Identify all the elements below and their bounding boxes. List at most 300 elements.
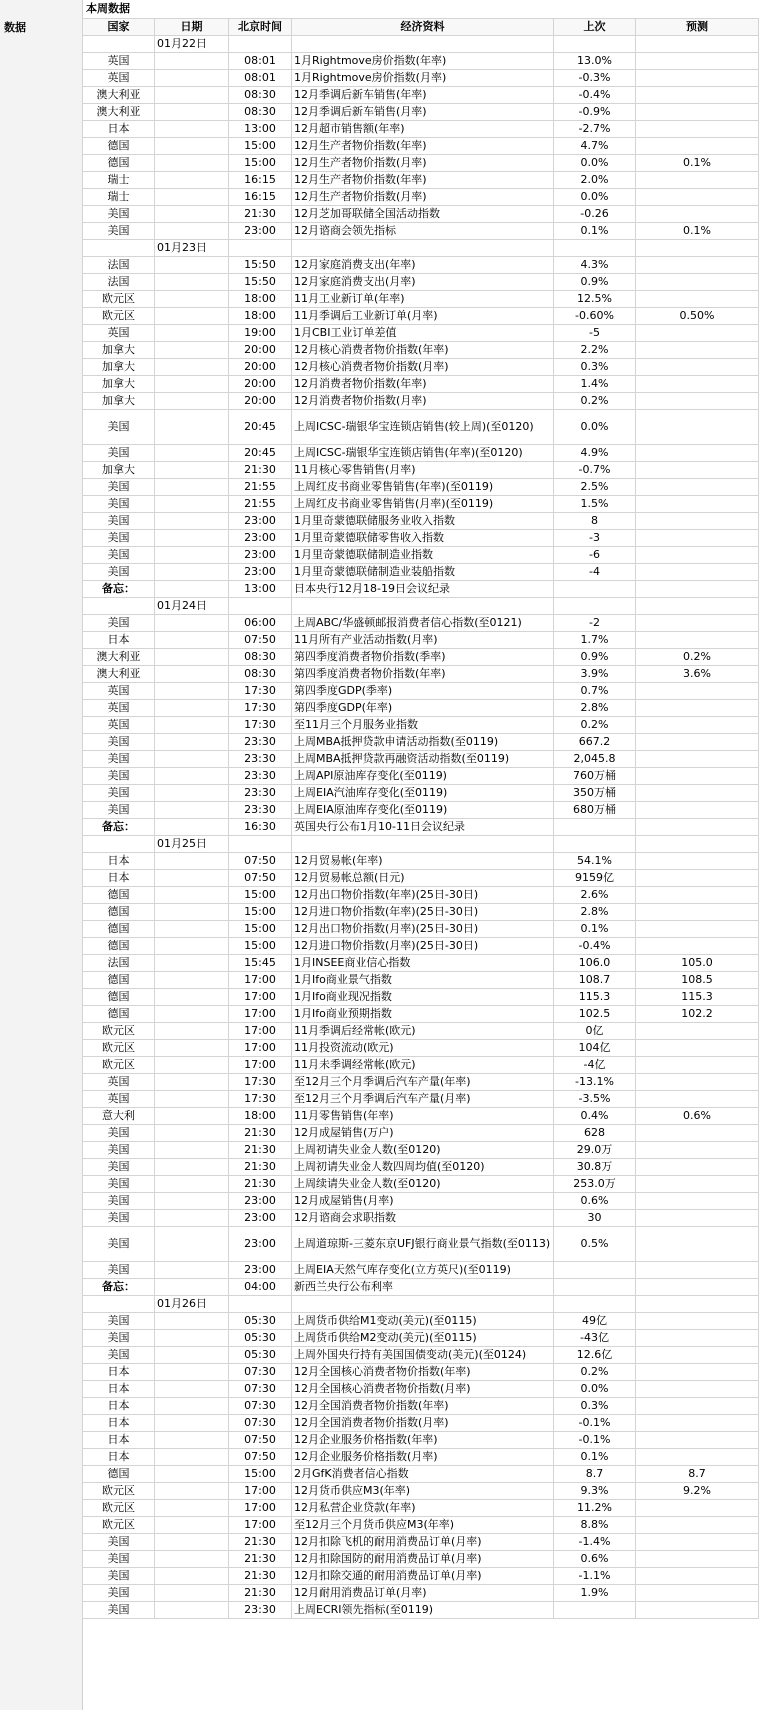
header-previous: 上次 xyxy=(554,19,636,36)
previous-cell: 9159亿 xyxy=(554,870,636,887)
memo-row xyxy=(83,1279,759,1296)
previous-cell: 0.7% xyxy=(554,683,636,700)
previous-cell: 8 xyxy=(554,513,636,530)
time-cell: 17:00 xyxy=(229,1006,292,1023)
date-cell xyxy=(155,206,229,223)
forecast-cell xyxy=(636,547,759,564)
forecast-cell xyxy=(636,1432,759,1449)
country-cell: 日本 xyxy=(83,1415,155,1432)
time-cell: 04:00 xyxy=(229,1279,292,1296)
forecast-cell xyxy=(636,1057,759,1074)
indicator-cell: 12月扣除飞机的耐用消费品订单(月率) xyxy=(292,1534,554,1551)
country-cell: 加拿大 xyxy=(83,342,155,359)
indicator-cell: 11月季调后经常帐(欧元) xyxy=(292,1023,554,1040)
country-cell: 美国 xyxy=(83,1347,155,1364)
previous-cell: 2.5% xyxy=(554,479,636,496)
table-row xyxy=(83,1074,759,1091)
date-cell xyxy=(155,530,229,547)
country-cell: 法国 xyxy=(83,257,155,274)
previous-cell: 350万桶 xyxy=(554,785,636,802)
date-cell xyxy=(155,683,229,700)
time-cell: 13:00 xyxy=(229,121,292,138)
forecast-cell xyxy=(636,1023,759,1040)
date-cell xyxy=(155,1483,229,1500)
indicator-cell: 上周道琼斯-三菱东京UFJ银行商业景气指数(至0113) xyxy=(292,1227,554,1262)
previous-cell: 12.5% xyxy=(554,291,636,308)
time-cell: 17:00 xyxy=(229,1040,292,1057)
date-cell xyxy=(155,393,229,410)
country-cell: 澳大利亚 xyxy=(83,87,155,104)
table-row xyxy=(83,1040,759,1057)
table-row xyxy=(83,1534,759,1551)
forecast-cell xyxy=(636,257,759,274)
date-cell xyxy=(155,138,229,155)
table-row xyxy=(83,291,759,308)
table-row xyxy=(83,904,759,921)
previous-cell: 30 xyxy=(554,1210,636,1227)
country-cell: 德国 xyxy=(83,155,155,172)
country-cell: 英国 xyxy=(83,700,155,717)
time-cell: 17:00 xyxy=(229,1517,292,1534)
previous-cell: 11.2% xyxy=(554,1500,636,1517)
forecast-cell xyxy=(636,802,759,819)
previous-cell: 628 xyxy=(554,1125,636,1142)
date-cell xyxy=(155,1313,229,1330)
country-cell: 英国 xyxy=(83,70,155,87)
country-cell: 美国 xyxy=(83,1534,155,1551)
time-cell: 05:30 xyxy=(229,1330,292,1347)
previous-cell: 8.7 xyxy=(554,1466,636,1483)
indicator-cell xyxy=(292,1296,554,1313)
table-row xyxy=(83,989,759,1006)
date-cell xyxy=(155,172,229,189)
previous-cell: 0.1% xyxy=(554,1449,636,1466)
forecast-cell xyxy=(636,1279,759,1296)
date-cell xyxy=(155,87,229,104)
previous-cell: -0.9% xyxy=(554,104,636,121)
country-cell: 欧元区 xyxy=(83,1023,155,1040)
date-cell xyxy=(155,564,229,581)
time-cell: 21:55 xyxy=(229,496,292,513)
time-cell: 23:00 xyxy=(229,513,292,530)
table-row xyxy=(83,1585,759,1602)
previous-cell: -1.1% xyxy=(554,1568,636,1585)
date-cell xyxy=(155,547,229,564)
indicator-cell: 上周货币供给M1变动(美元)(至0115) xyxy=(292,1313,554,1330)
table-row xyxy=(83,445,759,462)
indicator-cell: 上周初请失业金人数(至0120) xyxy=(292,1142,554,1159)
indicator-cell xyxy=(292,240,554,257)
previous-cell: 4.7% xyxy=(554,138,636,155)
country-cell: 日本 xyxy=(83,870,155,887)
time-cell: 07:30 xyxy=(229,1398,292,1415)
previous-cell xyxy=(554,1602,636,1619)
indicator-cell: 1月CBI工业订单差值 xyxy=(292,325,554,342)
forecast-cell xyxy=(636,1296,759,1313)
previous-cell: 2.6% xyxy=(554,887,636,904)
previous-cell: 30.8万 xyxy=(554,1159,636,1176)
country-cell xyxy=(83,836,155,853)
table-row xyxy=(83,683,759,700)
forecast-cell xyxy=(636,632,759,649)
date-cell xyxy=(155,904,229,921)
forecast-cell xyxy=(636,530,759,547)
date-cell xyxy=(155,1602,229,1619)
indicator-cell xyxy=(292,836,554,853)
country-cell: 美国 xyxy=(83,564,155,581)
table-row xyxy=(83,1313,759,1330)
table-row xyxy=(83,1108,759,1125)
time-cell: 08:01 xyxy=(229,53,292,70)
table-row xyxy=(83,1466,759,1483)
previous-cell: -0.60% xyxy=(554,308,636,325)
country-cell: 德国 xyxy=(83,972,155,989)
date-cell xyxy=(155,1091,229,1108)
country-cell: 日本 xyxy=(83,121,155,138)
table-row xyxy=(83,1500,759,1517)
header-time: 北京时间 xyxy=(229,19,292,36)
table-row xyxy=(83,1415,759,1432)
date-cell xyxy=(155,513,229,530)
forecast-cell xyxy=(636,1551,759,1568)
time-cell xyxy=(229,598,292,615)
time-cell xyxy=(229,240,292,257)
time-cell: 23:00 xyxy=(229,223,292,240)
table-row xyxy=(83,1517,759,1534)
forecast-cell xyxy=(636,1159,759,1176)
indicator-cell xyxy=(292,36,554,53)
previous-cell: 0.2% xyxy=(554,393,636,410)
date-cell xyxy=(155,700,229,717)
time-cell: 23:00 xyxy=(229,564,292,581)
previous-cell: 0.6% xyxy=(554,1193,636,1210)
economic-calendar-table xyxy=(82,18,759,1619)
country-cell: 欧元区 xyxy=(83,1483,155,1500)
previous-cell: 2.8% xyxy=(554,904,636,921)
table-row xyxy=(83,530,759,547)
previous-cell: -3 xyxy=(554,530,636,547)
country-cell xyxy=(83,36,155,53)
forecast-cell xyxy=(636,1091,759,1108)
indicator-cell: 上周EIA天然气库存变化(立方英尺)(至0119) xyxy=(292,1262,554,1279)
table-row xyxy=(83,717,759,734)
previous-cell: 108.7 xyxy=(554,972,636,989)
time-cell: 17:00 xyxy=(229,1057,292,1074)
time-cell: 18:00 xyxy=(229,308,292,325)
date-row xyxy=(83,1296,759,1313)
table-row xyxy=(83,1006,759,1023)
country-cell: 美国 xyxy=(83,410,155,445)
indicator-cell: 至12月三个月货币供应M3(年率) xyxy=(292,1517,554,1534)
forecast-cell xyxy=(636,53,759,70)
indicator-cell: 12月企业服务价格指数(年率) xyxy=(292,1432,554,1449)
country-cell: 美国 xyxy=(83,530,155,547)
indicator-cell: 上周续请失业金人数(至0120) xyxy=(292,1176,554,1193)
date-cell xyxy=(155,1551,229,1568)
table-row xyxy=(83,1398,759,1415)
time-cell: 07:50 xyxy=(229,632,292,649)
previous-cell: 1.5% xyxy=(554,496,636,513)
previous-cell: 4.3% xyxy=(554,257,636,274)
forecast-cell xyxy=(636,376,759,393)
date-cell xyxy=(155,189,229,206)
time-cell: 17:30 xyxy=(229,700,292,717)
table-row xyxy=(83,70,759,87)
date-cell xyxy=(155,1108,229,1125)
indicator-cell: 上周红皮书商业零售销售(年率)(至0119) xyxy=(292,479,554,496)
date-cell xyxy=(155,1347,229,1364)
time-cell: 23:30 xyxy=(229,802,292,819)
forecast-cell: 8.7 xyxy=(636,1466,759,1483)
time-cell: 17:30 xyxy=(229,1074,292,1091)
previous-cell: -13.1% xyxy=(554,1074,636,1091)
indicator-cell: 1月里奇蒙德联储服务业收入指数 xyxy=(292,513,554,530)
indicator-cell: 1月Rightmove房价指数(月率) xyxy=(292,70,554,87)
table-row xyxy=(83,785,759,802)
forecast-cell xyxy=(636,938,759,955)
indicator-cell: 上周MBA抵押贷款申请活动指数(至0119) xyxy=(292,734,554,751)
time-cell: 05:30 xyxy=(229,1313,292,1330)
previous-cell: 1.4% xyxy=(554,376,636,393)
indicator-cell: 1月里奇蒙德联储制造业指数 xyxy=(292,547,554,564)
forecast-cell xyxy=(636,325,759,342)
previous-cell xyxy=(554,836,636,853)
previous-cell: 0.1% xyxy=(554,921,636,938)
indicator-cell: 12月季调后新车销售(月率) xyxy=(292,104,554,121)
date-cell xyxy=(155,632,229,649)
time-cell: 21:55 xyxy=(229,479,292,496)
time-cell: 17:00 xyxy=(229,1483,292,1500)
previous-cell: -43亿 xyxy=(554,1330,636,1347)
country-cell: 美国 xyxy=(83,513,155,530)
forecast-cell xyxy=(636,513,759,530)
date-cell xyxy=(155,445,229,462)
previous-cell: -0.4% xyxy=(554,938,636,955)
table-row xyxy=(83,1568,759,1585)
indicator-cell: 11月季调后工业新订单(月率) xyxy=(292,308,554,325)
previous-cell: 2.8% xyxy=(554,700,636,717)
forecast-cell xyxy=(636,1602,759,1619)
date-cell xyxy=(155,1398,229,1415)
table-row xyxy=(83,1483,759,1500)
indicator-cell: 11月零售销售(年率) xyxy=(292,1108,554,1125)
country-cell: 备忘： xyxy=(83,1279,155,1296)
table-row xyxy=(83,1210,759,1227)
time-cell: 21:30 xyxy=(229,1585,292,1602)
country-cell: 美国 xyxy=(83,1262,155,1279)
country-cell: 德国 xyxy=(83,1006,155,1023)
date-cell xyxy=(155,1040,229,1057)
previous-cell: 0.6% xyxy=(554,1551,636,1568)
country-cell: 澳大利亚 xyxy=(83,649,155,666)
table-row xyxy=(83,393,759,410)
time-cell: 20:00 xyxy=(229,342,292,359)
table-row xyxy=(83,462,759,479)
country-cell: 美国 xyxy=(83,1125,155,1142)
previous-cell: 680万桶 xyxy=(554,802,636,819)
date-cell xyxy=(155,1534,229,1551)
table-row xyxy=(83,53,759,70)
forecast-cell xyxy=(636,887,759,904)
indicator-cell: 11月未季调经常帐(欧元) xyxy=(292,1057,554,1074)
country-cell: 美国 xyxy=(83,547,155,564)
table-body xyxy=(83,36,759,1619)
forecast-cell xyxy=(636,870,759,887)
previous-cell: 0.0% xyxy=(554,189,636,206)
time-cell: 18:00 xyxy=(229,1108,292,1125)
table-row xyxy=(83,1364,759,1381)
table-header-row xyxy=(83,19,759,36)
time-cell: 15:00 xyxy=(229,938,292,955)
table-row xyxy=(83,921,759,938)
time-cell: 17:30 xyxy=(229,717,292,734)
time-cell: 15:50 xyxy=(229,274,292,291)
previous-cell: 1.9% xyxy=(554,1585,636,1602)
time-cell: 17:00 xyxy=(229,1023,292,1040)
forecast-cell xyxy=(636,70,759,87)
country-cell xyxy=(83,598,155,615)
indicator-cell: 12月全国核心消费者物价指数(年率) xyxy=(292,1364,554,1381)
date-cell xyxy=(155,785,229,802)
table-row xyxy=(83,1057,759,1074)
date-cell xyxy=(155,257,229,274)
forecast-cell xyxy=(636,1142,759,1159)
previous-cell: 2,045.8 xyxy=(554,751,636,768)
forecast-cell xyxy=(636,1585,759,1602)
forecast-cell xyxy=(636,36,759,53)
time-cell: 07:50 xyxy=(229,1432,292,1449)
indicator-cell: 第四季度GDP(年率) xyxy=(292,700,554,717)
table-row xyxy=(83,751,759,768)
forecast-cell xyxy=(636,87,759,104)
forecast-cell: 108.5 xyxy=(636,972,759,989)
date-cell xyxy=(155,1415,229,1432)
country-cell: 美国 xyxy=(83,1551,155,1568)
forecast-cell xyxy=(636,291,759,308)
date-cell xyxy=(155,1006,229,1023)
country-cell: 德国 xyxy=(83,904,155,921)
table-row xyxy=(83,325,759,342)
table-row xyxy=(83,1142,759,1159)
previous-cell: 3.9% xyxy=(554,666,636,683)
forecast-cell xyxy=(636,121,759,138)
date-cell xyxy=(155,1023,229,1040)
date-cell xyxy=(155,751,229,768)
previous-cell: 49亿 xyxy=(554,1313,636,1330)
time-cell: 23:30 xyxy=(229,1602,292,1619)
date-cell xyxy=(155,1057,229,1074)
date-cell xyxy=(155,1262,229,1279)
previous-cell xyxy=(554,598,636,615)
time-cell xyxy=(229,836,292,853)
table-row xyxy=(83,1602,759,1619)
forecast-cell xyxy=(636,1517,759,1534)
forecast-cell xyxy=(636,683,759,700)
time-cell xyxy=(229,1296,292,1313)
country-cell: 英国 xyxy=(83,717,155,734)
time-cell: 16:15 xyxy=(229,189,292,206)
forecast-cell xyxy=(636,138,759,155)
previous-cell: -0.1% xyxy=(554,1432,636,1449)
forecast-cell xyxy=(636,785,759,802)
table-row xyxy=(83,479,759,496)
indicator-cell: 12月核心消费者物价指数(月率) xyxy=(292,359,554,376)
forecast-cell xyxy=(636,1381,759,1398)
date-cell xyxy=(155,1176,229,1193)
country-cell: 美国 xyxy=(83,223,155,240)
country-cell: 美国 xyxy=(83,1227,155,1262)
previous-cell: -0.26 xyxy=(554,206,636,223)
indicator-cell: 12月全国消费者物价指数(年率) xyxy=(292,1398,554,1415)
country-cell xyxy=(83,1296,155,1313)
indicator-cell: 上周货币供给M2变动(美元)(至0115) xyxy=(292,1330,554,1347)
country-cell: 备忘： xyxy=(83,581,155,598)
indicator-cell: 1月Ifo商业现况指数 xyxy=(292,989,554,1006)
table-row xyxy=(83,1176,759,1193)
indicator-cell: 12月扣除交通的耐用消费品订单(月率) xyxy=(292,1568,554,1585)
previous-cell: 54.1% xyxy=(554,853,636,870)
country-cell: 美国 xyxy=(83,206,155,223)
time-cell: 20:00 xyxy=(229,376,292,393)
country-cell: 欧元区 xyxy=(83,1500,155,1517)
date-cell xyxy=(155,121,229,138)
table-row xyxy=(83,1023,759,1040)
page-title: 本周数据 xyxy=(86,2,130,15)
time-cell: 17:00 xyxy=(229,972,292,989)
time-cell: 08:30 xyxy=(229,649,292,666)
indicator-cell: 12月成屋销售(月率) xyxy=(292,1193,554,1210)
date-cell xyxy=(155,376,229,393)
date-cell xyxy=(155,1227,229,1262)
time-cell: 21:30 xyxy=(229,1176,292,1193)
time-cell: 07:50 xyxy=(229,870,292,887)
forecast-cell xyxy=(636,853,759,870)
country-cell: 美国 xyxy=(83,445,155,462)
previous-cell: 2.2% xyxy=(554,342,636,359)
date-row xyxy=(83,836,759,853)
time-cell: 23:00 xyxy=(229,1193,292,1210)
previous-cell: 0.1% xyxy=(554,223,636,240)
table-row xyxy=(83,870,759,887)
previous-cell: -3.5% xyxy=(554,1091,636,1108)
previous-cell: -0.7% xyxy=(554,462,636,479)
indicator-cell: 至11月三个月服务业指数 xyxy=(292,717,554,734)
date-cell xyxy=(155,1466,229,1483)
country-cell: 美国 xyxy=(83,1585,155,1602)
forecast-cell xyxy=(636,496,759,513)
forecast-cell xyxy=(636,1313,759,1330)
indicator-cell: 上周ICSC-瑞银华宝连锁店销售(较上周)(至0120) xyxy=(292,410,554,445)
date-cell xyxy=(155,325,229,342)
date-cell xyxy=(155,1125,229,1142)
previous-cell xyxy=(554,1296,636,1313)
indicator-cell: 上周EIA原油库存变化(至0119) xyxy=(292,802,554,819)
previous-cell: 760万桶 xyxy=(554,768,636,785)
date-cell xyxy=(155,53,229,70)
forecast-cell: 0.1% xyxy=(636,155,759,172)
forecast-cell: 9.2% xyxy=(636,1483,759,1500)
table-row xyxy=(83,1227,759,1262)
date-cell xyxy=(155,1279,229,1296)
country-cell: 美国 xyxy=(83,479,155,496)
date-cell xyxy=(155,1517,229,1534)
time-cell: 20:45 xyxy=(229,445,292,462)
indicator-cell: 12月扣除国防的耐用消费品订单(月率) xyxy=(292,1551,554,1568)
table-row xyxy=(83,496,759,513)
country-cell: 欧元区 xyxy=(83,291,155,308)
country-cell: 美国 xyxy=(83,1142,155,1159)
time-cell: 15:45 xyxy=(229,955,292,972)
